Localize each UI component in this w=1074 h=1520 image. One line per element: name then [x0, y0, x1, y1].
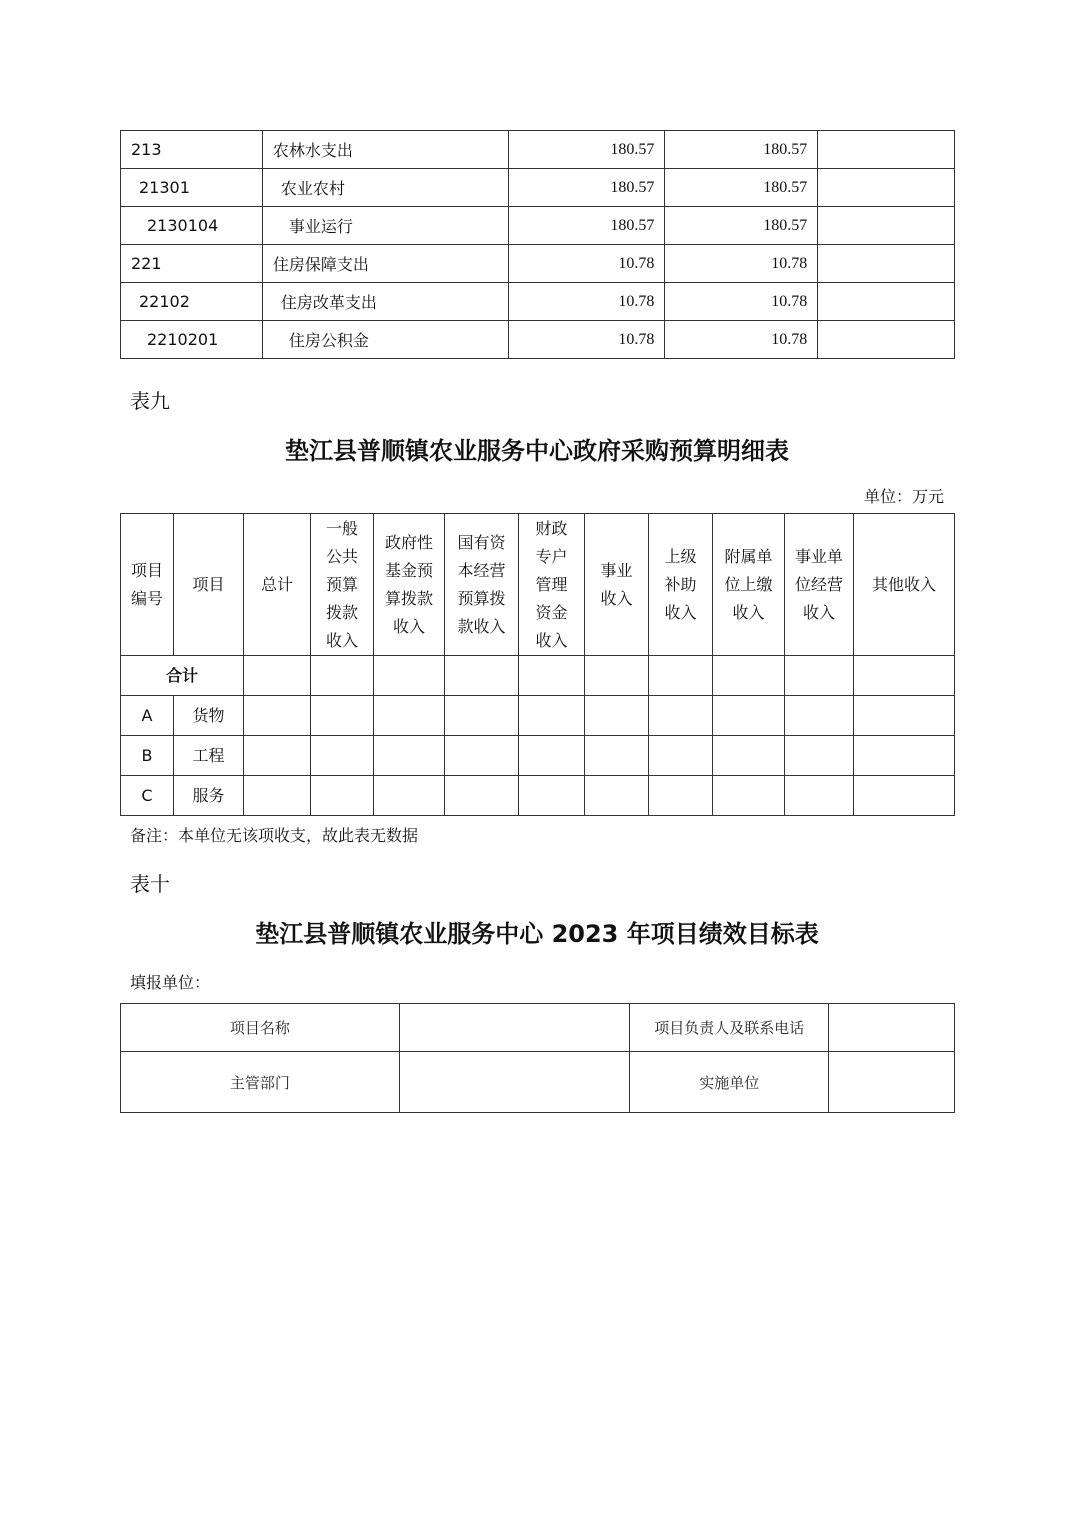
table-row	[121, 1004, 955, 1052]
data-cell	[785, 656, 854, 696]
data-cell	[854, 656, 955, 696]
subject-code: 21301	[121, 169, 263, 207]
header-cell: 国有资 本经营 预算拨 款收入	[445, 514, 519, 656]
subject-name: 农业农村	[262, 169, 508, 207]
data-cell	[585, 696, 649, 736]
header-cell: 总计	[244, 514, 311, 656]
header-cell: 上级 补助 收入	[649, 514, 713, 656]
data-cell	[445, 736, 519, 776]
expenditure-table	[120, 130, 955, 359]
subject-code: 213	[121, 131, 263, 169]
amount-cell	[818, 207, 955, 245]
amount-cell: 180.57	[508, 169, 665, 207]
data-cell	[519, 656, 585, 696]
performance-table	[120, 1003, 955, 1113]
amount-cell	[818, 169, 955, 207]
data-cell	[713, 736, 785, 776]
data-cell	[785, 776, 854, 816]
subject-name: 住房保障支出	[262, 245, 508, 283]
total-row	[121, 656, 955, 696]
data-cell	[244, 696, 311, 736]
table-row	[121, 245, 955, 283]
amount-cell: 10.78	[508, 321, 665, 359]
amount-cell: 10.78	[665, 321, 818, 359]
data-cell	[785, 696, 854, 736]
impl-label: 实施单位	[630, 1052, 829, 1113]
amount-cell: 180.57	[508, 131, 665, 169]
data-cell	[785, 736, 854, 776]
dept-value	[399, 1052, 630, 1113]
table-row	[121, 169, 955, 207]
table9-title: 垫江县普顺镇农业服务中心政府采购预算明细表	[285, 437, 789, 465]
amount-cell: 10.78	[665, 283, 818, 321]
table-row	[121, 776, 955, 816]
data-cell	[445, 656, 519, 696]
data-cell	[244, 776, 311, 816]
data-cell	[519, 696, 585, 736]
unit-label: 单位：万元	[863, 487, 944, 506]
table9-label: 表九	[130, 389, 170, 413]
amount-cell: 10.78	[508, 283, 665, 321]
header-cell: 事业单 位经营 收入	[785, 514, 854, 656]
table10-title: 垫江县普顺镇农业服务中心 2023 年项目绩效目标表	[255, 920, 819, 948]
row-code: C	[121, 776, 174, 816]
table-row	[121, 207, 955, 245]
data-cell	[445, 776, 519, 816]
amount-cell	[818, 131, 955, 169]
data-cell	[649, 776, 713, 816]
header-cell: 附属单 位上缴 收入	[713, 514, 785, 656]
data-cell	[311, 776, 374, 816]
table-row	[121, 1052, 955, 1113]
table-row	[121, 321, 955, 359]
header-cell: 一般 公共 预算 拨款 收入	[311, 514, 374, 656]
row-code: B	[121, 736, 174, 776]
data-cell	[244, 656, 311, 696]
data-cell	[854, 696, 955, 736]
data-cell	[585, 656, 649, 696]
subject-name: 农林水支出	[262, 131, 508, 169]
subject-code: 2210201	[121, 321, 263, 359]
subject-name: 事业运行	[262, 207, 508, 245]
table-row	[121, 736, 955, 776]
data-cell	[311, 736, 374, 776]
data-cell	[713, 696, 785, 736]
data-cell	[311, 656, 374, 696]
data-cell	[311, 696, 374, 736]
procurement-table	[120, 513, 955, 816]
subject-name: 住房公积金	[262, 321, 508, 359]
subject-code: 221	[121, 245, 263, 283]
amount-cell: 180.57	[665, 131, 818, 169]
data-cell	[649, 736, 713, 776]
data-cell	[585, 776, 649, 816]
amount-cell: 180.57	[665, 169, 818, 207]
fill-unit-label: 填报单位：	[130, 973, 211, 992]
data-cell	[649, 696, 713, 736]
subject-code: 22102	[121, 283, 263, 321]
leader-label: 项目负责人及联系电话	[630, 1004, 829, 1052]
data-cell	[374, 736, 445, 776]
table-row	[121, 696, 955, 736]
amount-cell: 10.78	[508, 245, 665, 283]
amount-cell	[818, 321, 955, 359]
data-cell	[374, 776, 445, 816]
header-cell: 项目 编号	[121, 514, 174, 656]
table-row	[121, 131, 955, 169]
header-cell: 其他收入	[854, 514, 955, 656]
amount-cell: 180.57	[665, 207, 818, 245]
header-cell: 政府性 基金预 算拨款 收入	[374, 514, 445, 656]
total-label: 合计	[121, 656, 244, 696]
amount-cell	[818, 283, 955, 321]
project-name-value	[399, 1004, 630, 1052]
data-cell	[519, 736, 585, 776]
impl-value	[829, 1052, 955, 1113]
data-cell	[445, 696, 519, 736]
row-item: 货物	[174, 696, 244, 736]
data-cell	[713, 656, 785, 696]
amount-cell: 10.78	[665, 245, 818, 283]
data-cell	[649, 656, 713, 696]
header-row	[121, 514, 955, 656]
data-cell	[244, 736, 311, 776]
table-row	[121, 283, 955, 321]
row-item: 服务	[174, 776, 244, 816]
header-cell: 财政 专户 管理 资金 收入	[519, 514, 585, 656]
data-cell	[585, 736, 649, 776]
project-name-label: 项目名称	[121, 1004, 400, 1052]
row-code: A	[121, 696, 174, 736]
table9-note: 备注：本单位无该项收支，故此表无数据	[130, 826, 419, 845]
amount-cell: 180.57	[508, 207, 665, 245]
amount-cell	[818, 245, 955, 283]
row-item: 工程	[174, 736, 244, 776]
data-cell	[374, 656, 445, 696]
dept-label: 主管部门	[121, 1052, 400, 1113]
data-cell	[713, 776, 785, 816]
table10-label: 表十	[130, 872, 170, 896]
data-cell	[854, 736, 955, 776]
data-cell	[854, 776, 955, 816]
leader-value	[829, 1004, 955, 1052]
data-cell	[519, 776, 585, 816]
header-cell: 项目	[174, 514, 244, 656]
subject-name: 住房改革支出	[262, 283, 508, 321]
data-cell	[374, 696, 445, 736]
subject-code: 2130104	[121, 207, 263, 245]
header-cell: 事业 收入	[585, 514, 649, 656]
